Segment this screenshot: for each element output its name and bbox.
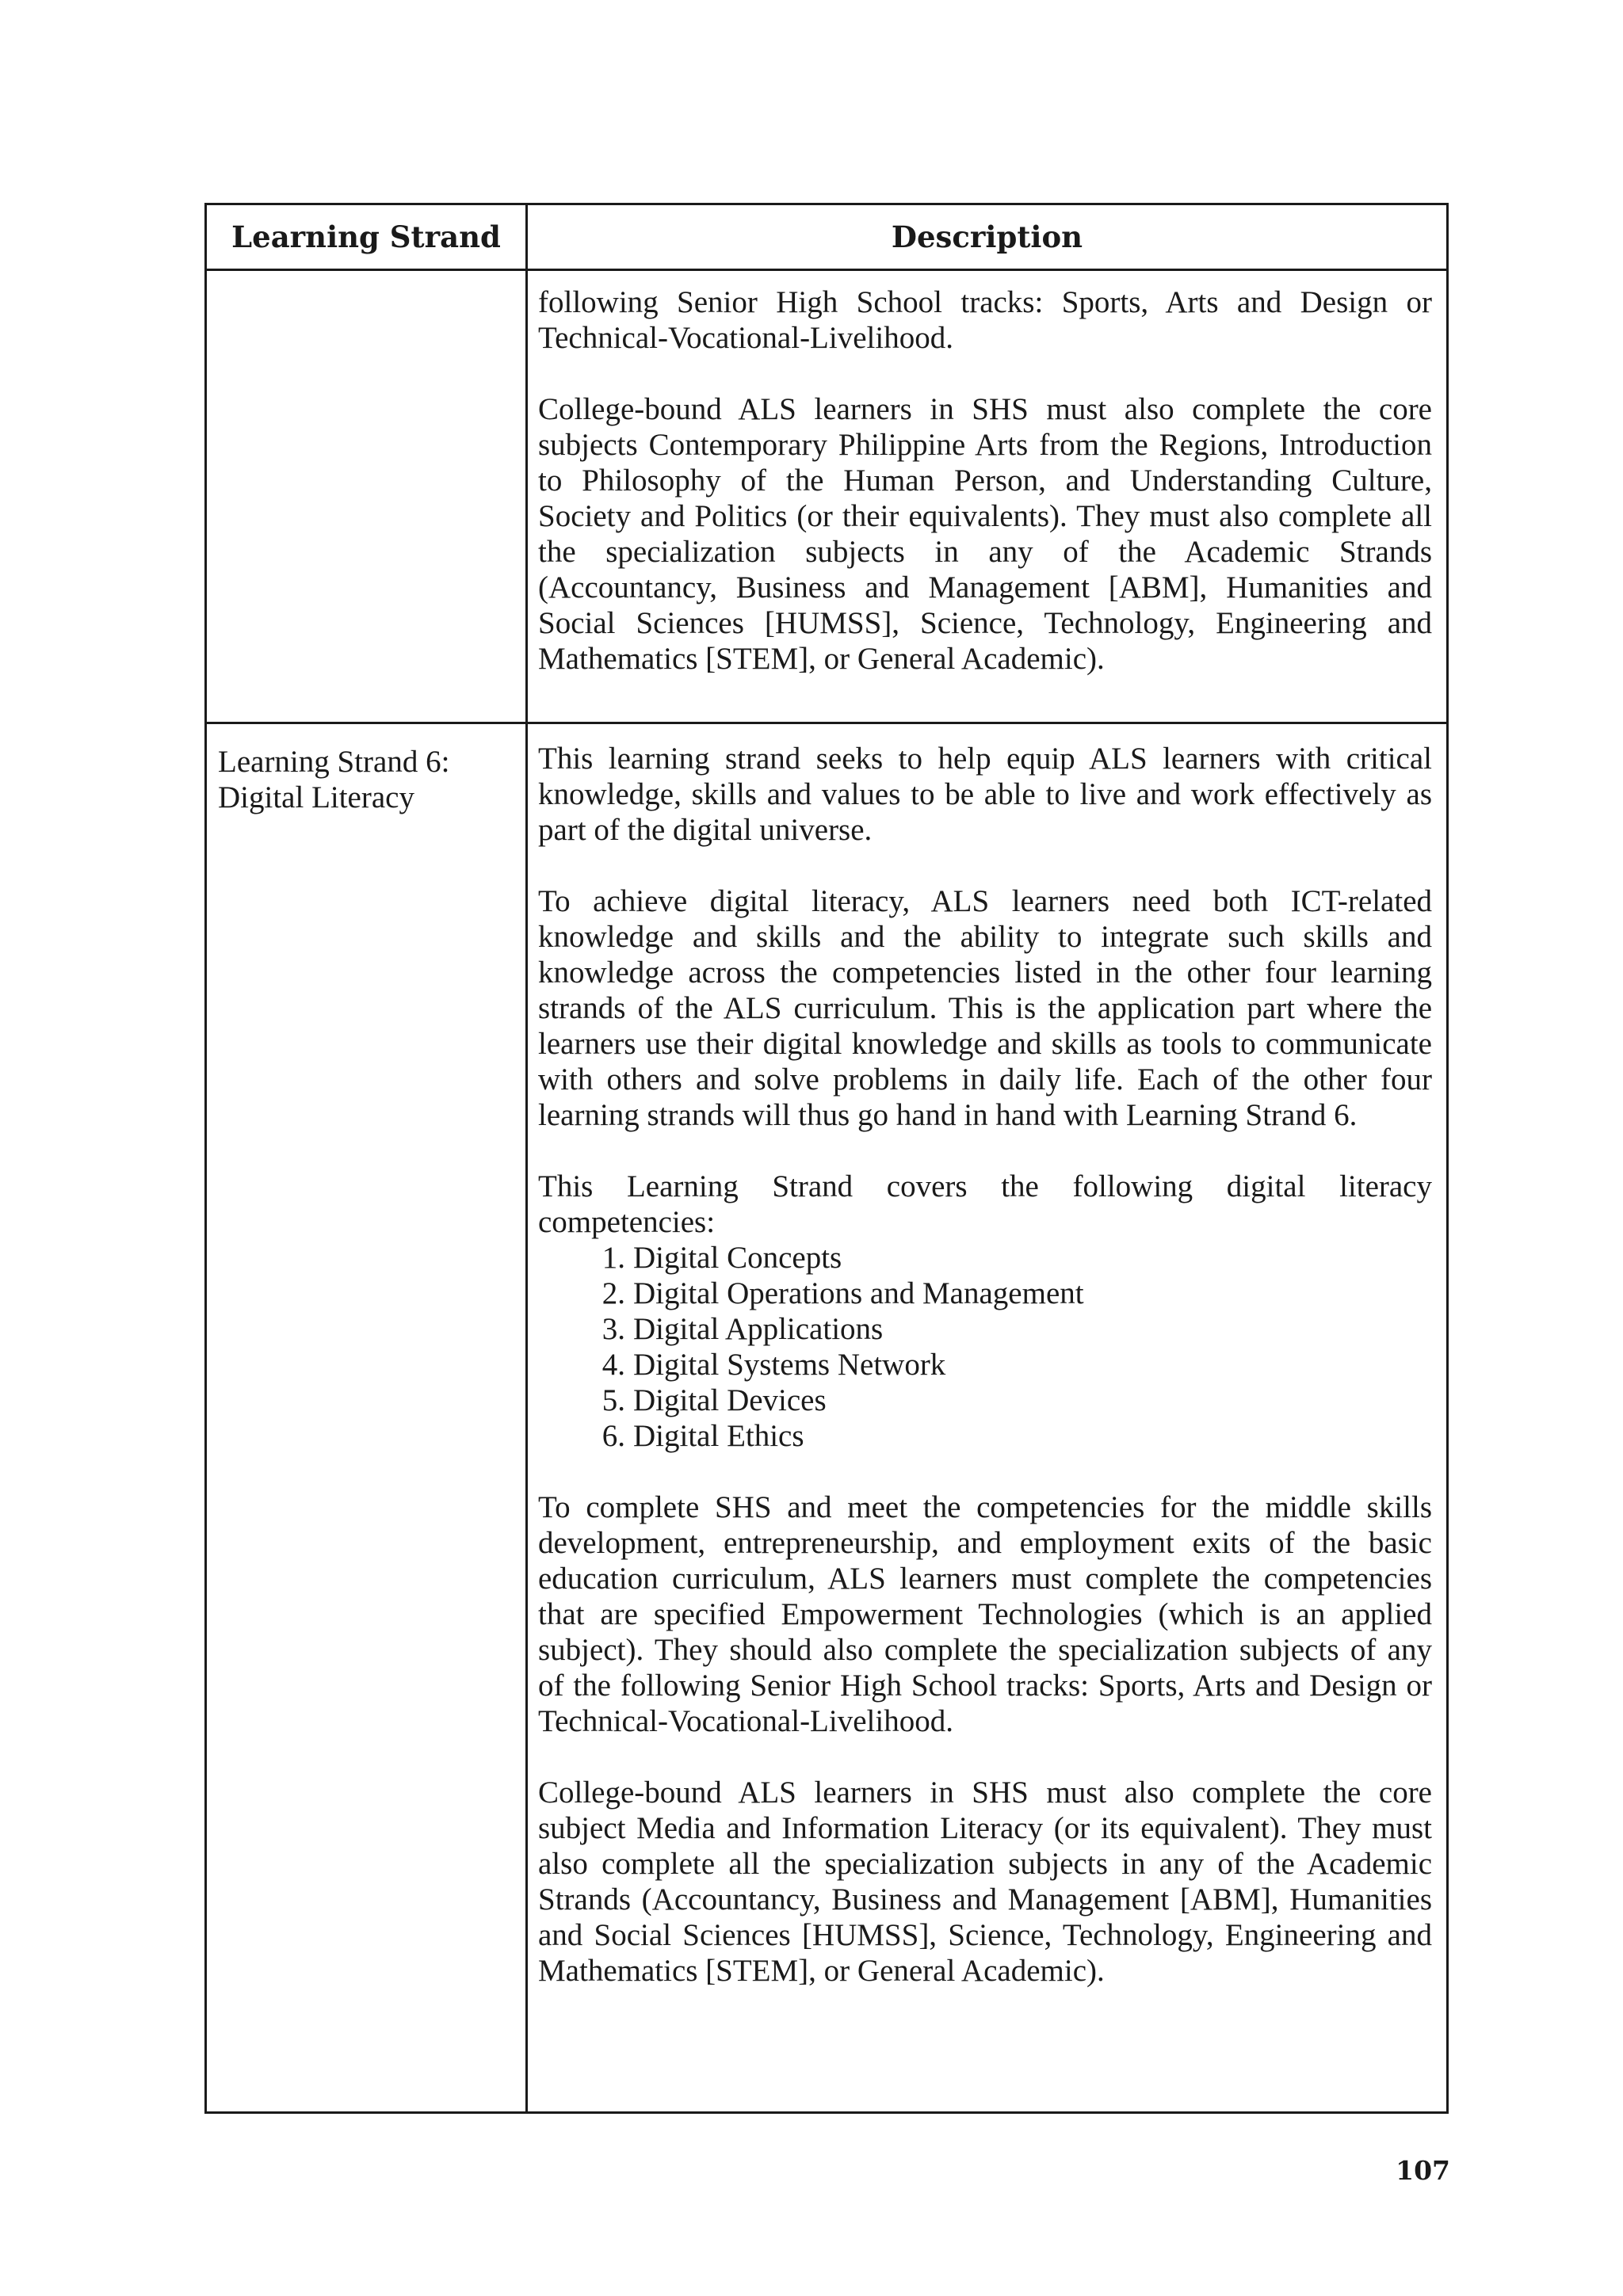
header-row-divider bbox=[207, 269, 1446, 271]
column-divider bbox=[525, 205, 528, 2111]
list-number: 4. bbox=[601, 1348, 625, 1382]
list-number: 3. bbox=[601, 1312, 625, 1346]
list-item bbox=[538, 1276, 1432, 1311]
strand-label: Learning Strand 6: bbox=[218, 745, 450, 779]
list-item bbox=[538, 1311, 1432, 1347]
description-cell-continued bbox=[538, 284, 1432, 677]
header-learning-strand: Learning Strand bbox=[231, 219, 501, 254]
row-divider bbox=[207, 722, 1446, 724]
description-paragraph: following Senior High School tracks: Sports, Arts and Design or Technical-Vocational-Livelihood. bbox=[538, 285, 1432, 355]
strand-name: Digital Literacy bbox=[218, 780, 414, 814]
list-text: Digital Concepts bbox=[633, 1241, 842, 1275]
list-number: 6. bbox=[601, 1419, 625, 1453]
description-paragraph: This Learning Strand covers the following digital literacy competencies: bbox=[538, 1169, 1432, 1239]
description-paragraph: This learning strand seeks to help equip ALS learners with critical knowledge, skills and values to be able to live and work effectively as part of the digital universe. bbox=[538, 742, 1432, 847]
description-cell-digital-literacy bbox=[538, 741, 1432, 1989]
list-number: 2. bbox=[601, 1276, 625, 1310]
description-paragraph: To achieve digital literacy, ALS learners need both ICT-related knowledge and skills and the ability to integrate such skills and knowledge across the competencies listed in the other four learning strands of the ALS curriculum. This is the application part where the learners use their digital knowledge and skills as tools to communicate with others and solve problems in daily life. Each of the other four learning strands will thus go hand in hand with Learning Strand 6. bbox=[538, 884, 1432, 1132]
description-paragraph: College-bound ALS learners in SHS must also complete the core subject Media and Information Literacy (or its equivalent). They must also complete all the specialization subjects in any of the Academic Strands (Accountancy, Business and Management [ABM], Humanities and Social Sciences [HUMSS], Science, Technology, Engineering and Mathematics [STEM], or General Academic). bbox=[538, 1775, 1432, 1988]
description-paragraph: College-bound ALS learners in SHS must also complete the core subjects Contemporary Philippine Arts from the Regions, Introduction to Philosophy of the Human Person, and Understanding Culture, Society and Politics (or their equivalents). They must also complete all the specialization subjects in any of the Academic Strands (Accountancy, Business and Management [ABM], Humanities and Social Sciences [HUMSS], Science, Technology, Engineering and Mathematics [STEM], or General Academic). bbox=[538, 392, 1432, 676]
curriculum-table bbox=[204, 203, 1449, 2114]
list-number: 1. bbox=[601, 1241, 625, 1275]
list-text: Digital Ethics bbox=[633, 1419, 804, 1453]
list-item bbox=[538, 1383, 1432, 1418]
description-paragraph: To complete SHS and meet the competencies for the middle skills development, entrepreneurship, and employment exits of the basic education curriculum, ALS learners must complete the competencies that are specified Empowerment Technologies (which is an applied subject). They should also complete the specialization subjects of any of the following Senior High School tracks: Sports, Arts and Design or Technical-Vocational-Livelihood. bbox=[538, 1490, 1432, 1738]
list-number: 5. bbox=[601, 1383, 625, 1417]
competencies-list bbox=[538, 1240, 1432, 1454]
header-description: Description bbox=[891, 219, 1083, 254]
page-number: 107 bbox=[1396, 2155, 1450, 2186]
list-item bbox=[538, 1240, 1432, 1276]
list-item bbox=[538, 1418, 1432, 1454]
list-text: Digital Applications bbox=[633, 1312, 884, 1346]
list-text: Digital Operations and Management bbox=[633, 1276, 1084, 1310]
list-text: Digital Devices bbox=[633, 1383, 827, 1417]
list-item bbox=[538, 1347, 1432, 1383]
strand-cell-digital-literacy bbox=[218, 744, 519, 815]
list-text: Digital Systems Network bbox=[633, 1348, 946, 1382]
